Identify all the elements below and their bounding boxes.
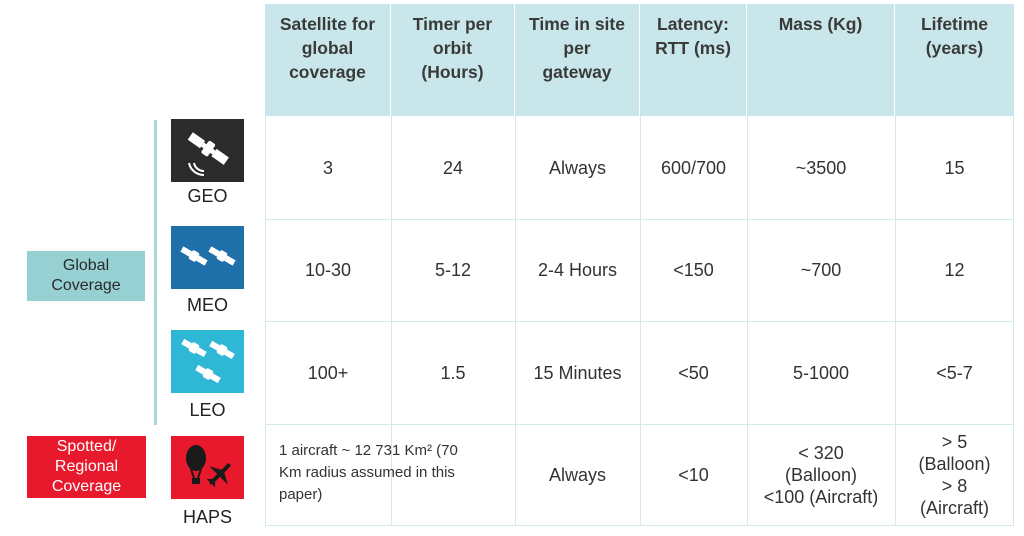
cell-line: (Balloon) <box>784 464 858 485</box>
header-time-in-site <box>515 4 640 116</box>
group-label-line: Global <box>62 257 110 274</box>
table-cell: 12 <box>944 260 965 280</box>
haps-mass-cell <box>747 424 895 525</box>
satellite-single-icon <box>171 119 244 182</box>
balloon-icon <box>186 445 206 484</box>
table-cell: 24 <box>442 157 464 178</box>
table-cell: 1.5 <box>440 362 466 383</box>
haps-text-line: Km radius assumed in this <box>279 464 455 481</box>
header-line: Lifetime <box>920 14 989 34</box>
header-satellites <box>265 4 391 116</box>
table-cell: 5-1000 <box>792 362 850 383</box>
balloon-aircraft-icon <box>171 436 244 499</box>
satellite-pair-icon <box>171 226 244 289</box>
table-cell: 15 <box>944 157 965 178</box>
table-cell: 5-12 <box>434 260 472 280</box>
header-line: per <box>563 38 591 58</box>
aircraft-icon <box>200 454 237 492</box>
table-cell: ~3500 <box>795 157 847 178</box>
table-cell: 100+ <box>307 362 349 383</box>
grid-line <box>265 525 1014 526</box>
header-mass <box>747 4 895 116</box>
cell-line: > 5 <box>941 431 968 452</box>
row-label-leo: LEO <box>189 400 226 420</box>
satellite-cluster-icon <box>171 330 244 393</box>
comparison-table <box>265 4 1014 526</box>
table-cell: Always <box>548 464 606 485</box>
row-label-haps: HAPS <box>182 507 233 527</box>
group-label-line: Coverage <box>51 277 121 294</box>
header-line: gateway <box>542 62 612 82</box>
table-cell: <50 <box>678 362 709 383</box>
header-lifetime <box>895 4 1014 116</box>
header-orbit-time <box>391 4 515 116</box>
row-label-geo: GEO <box>187 186 228 206</box>
table-cell: 2-4 Hours <box>537 260 618 280</box>
header-line: RTT (ms) <box>655 38 731 58</box>
cell-line: > 8 <box>941 475 968 496</box>
group-label-line: Coverage <box>51 478 122 495</box>
table-cell: <10 <box>678 464 709 485</box>
table-cell: 3 <box>322 157 333 178</box>
header-line: coverage <box>289 62 366 82</box>
table-cell: Always <box>548 157 606 178</box>
group-global-coverage <box>27 251 145 301</box>
haps-text-line: paper) <box>279 486 323 503</box>
group-regional-coverage <box>27 436 146 498</box>
header-line: Satellite for <box>279 14 376 34</box>
table-cell: <5-7 <box>936 362 973 383</box>
header-line: (years) <box>925 38 984 58</box>
group-label-line: Spotted/ <box>56 438 117 455</box>
header-line: global <box>301 38 354 58</box>
header-line: orbit <box>433 38 472 58</box>
cell-line: (Balloon) <box>918 453 991 474</box>
haps-lifetime-cell <box>895 424 1014 525</box>
header-line: Latency: <box>657 14 729 34</box>
cell-line: (Aircraft) <box>919 497 989 518</box>
header-line: Timer per <box>412 14 493 34</box>
cell-line: <100 (Aircraft) <box>763 486 879 507</box>
haps-text-line: 1 aircraft ~ 12 731 Km² (70 <box>279 442 458 459</box>
group-label-line: Regional <box>54 458 119 475</box>
header-latency <box>640 4 747 116</box>
group-bracket-line <box>154 120 157 425</box>
table-cell: 15 Minutes <box>533 362 622 383</box>
table-cell: <150 <box>673 260 714 280</box>
header-line: (Hours) <box>421 62 484 82</box>
haps-coverage-text <box>279 440 515 506</box>
table-cell: 10-30 <box>304 260 352 280</box>
row-label-meo: MEO <box>186 295 228 315</box>
cell-line: < 320 <box>798 442 844 463</box>
table-cell: ~700 <box>800 260 842 280</box>
header-line: Time in site <box>529 14 625 34</box>
table-cell: 600/700 <box>660 157 727 178</box>
header-line: Mass (Kg) <box>778 14 863 34</box>
